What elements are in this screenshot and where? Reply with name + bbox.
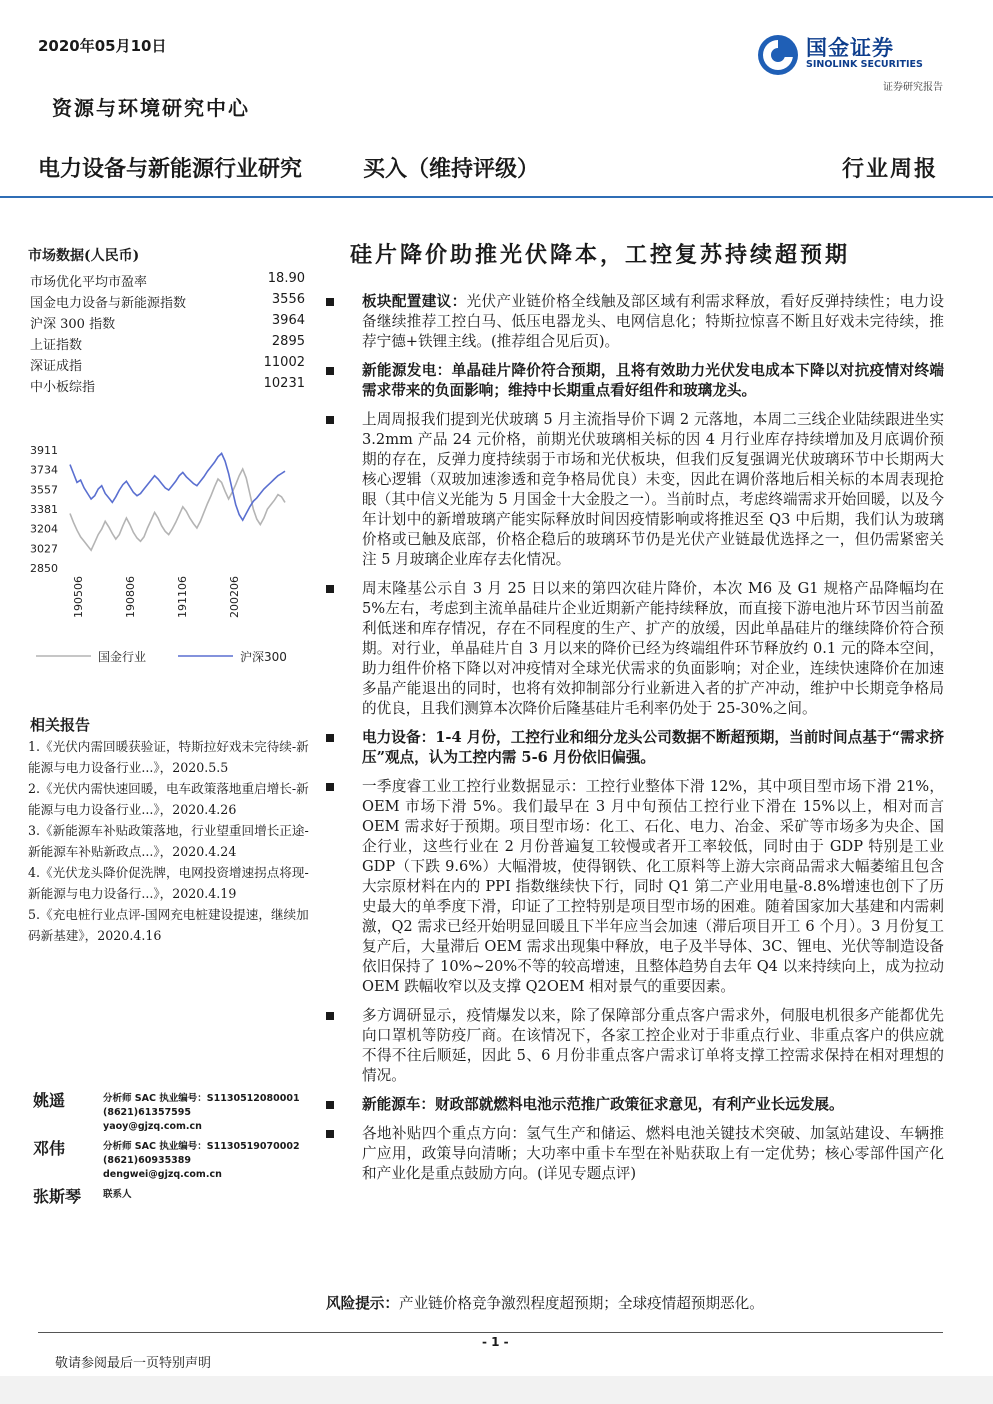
y-tick-label: 3557 xyxy=(30,483,58,497)
paragraph-text: 光伏产业链价格全线触及部区域有利需求释放，看好反弹持续性；电力设备继续推荐工控白马、低压电器龙头、电网信息化；特斯拉惊喜不断且好戏未完待续，推荐宁德+铁锂主线。(推荐组合见后页)。 xyxy=(362,293,944,350)
market-data-title: 市场数据(人民币) xyxy=(28,248,140,264)
analyst-list xyxy=(33,1088,323,1232)
body-paragraph xyxy=(322,1006,944,1086)
market-row xyxy=(28,355,313,376)
analyst-email[interactable]: yaoy@gjzq.com.cn xyxy=(103,1121,202,1132)
market-row xyxy=(28,313,313,334)
analyst-entry xyxy=(33,1136,323,1184)
market-row xyxy=(28,376,313,397)
y-tick-label: 3027 xyxy=(30,542,58,556)
analyst-sac: 分析师 SAC 执业编号：S1130519070002 xyxy=(103,1141,300,1152)
paragraph-heading: 板块配置建议： xyxy=(362,293,467,310)
related-report-link[interactable]: 4.《光伏龙头降价促洗牌，电网投资增速拐点将现-新能源与电力设备行...》，2020.4.19 xyxy=(28,865,309,901)
analyst-role: 联系人 xyxy=(103,1189,132,1200)
main-body xyxy=(322,292,944,1193)
y-tick-label: 2850 xyxy=(30,562,58,575)
market-label: 深证成指 xyxy=(30,359,83,374)
related-report-link[interactable]: 1.《光伏内需回暖获验证，特斯拉好戏未完待续-新能源与电力设备行业...》，2020.5.5 xyxy=(28,739,309,775)
legend-label: 沪深300 xyxy=(240,650,287,664)
analyst-name: 姚遥 xyxy=(33,1091,66,1110)
title-divider xyxy=(0,196,993,198)
body-paragraph xyxy=(322,1095,944,1115)
analyst-phone: (8621)60935389 xyxy=(103,1155,192,1166)
report-date: 2020年05月10日 xyxy=(38,37,167,55)
related-reports-title: 相关报告 xyxy=(30,716,91,734)
research-center: 资源与环境研究中心 xyxy=(52,96,250,120)
analyst-name: 张斯琴 xyxy=(33,1187,82,1206)
bullet-icon xyxy=(326,367,334,375)
y-tick-label: 3381 xyxy=(30,503,58,516)
paragraph-text: 上周周报我们提到光伏玻璃 5 月主流指导价下调 2 元落地，本周二三线企业陆续跟进坐实 3.2mm 产品 24 元价格，前期光伏玻璃相关标的因 4 月行业库存持续增加及月底调价预期的存在，反弹力度持续弱于市场和光伏板块，但我们反复强调光伏玻璃环节中长期两大核心逻辑（双玻加速渗透和竞争格局优良）未变，因此在调价落地后相关标的本周表现抢眼（其中信义光能为 5 月国金十大金股之一）。当前时点，考虑终端需求开始回暖，以及今年计划中的新增玻璃产能实际释放时间因疫情影响或将推迟至 Q3 中后期，我们认为玻璃价格或已触及底部，价格企稳后的玻璃环节仍是光伏产业链最优选择之一，但仍需紧密关注 5 月玻璃企业库存去化情况。 xyxy=(362,411,944,568)
market-value: 18.90 xyxy=(267,271,305,286)
analyst-entry xyxy=(33,1088,323,1136)
analyst-entry xyxy=(33,1184,323,1232)
market-label: 中小板综指 xyxy=(30,380,96,395)
market-label: 市场优化平均市盈率 xyxy=(30,275,148,290)
risk-warning xyxy=(326,1292,764,1313)
market-value: 2895 xyxy=(271,334,305,349)
analyst-info xyxy=(103,1140,300,1182)
logo-en: SINOLINK SECURITIES xyxy=(806,59,923,70)
bullet-icon xyxy=(326,783,334,791)
body-paragraph xyxy=(322,1124,944,1184)
company-logo xyxy=(756,32,946,78)
analyst-sac: 分析师 SAC 执业编号：S1130512080001 xyxy=(103,1093,300,1104)
body-paragraph xyxy=(322,292,944,352)
paragraph-text: 周末隆基公示自 3 月 25 日以来的第四次硅片降价，本次 M6 及 G1 规格产品降幅均在 5%左右，考虑到主流单晶硅片企业近期新产能持续释放，而直接下游电池片环节因当前盈利低迷和库存情况，存在不同程度的生产、扩产的放缓，因此单晶硅片的继续降价符合预期。对行业，单晶硅片自 3 月以来的降价已经为终端组件环节释放约 0.1 元的降本空间，助力组件价格下降以对冲疫情对全球光伏需求的负面影响；对企业，连续快速降价在加速多晶产能退出的同时，也将有效抑制部分行业新进入者的扩产冲动，维护中长期竞争格局的优良，且我们测算本次降价后隆基硅片毛利率仍处于 25-30%之间。 xyxy=(362,580,944,717)
market-value: 3556 xyxy=(271,292,305,307)
market-data-panel xyxy=(28,245,313,397)
report-type: 行业周报 xyxy=(841,156,938,182)
bottom-band xyxy=(0,1376,993,1404)
body-paragraph xyxy=(322,728,944,768)
analyst-phone: (8621)61357595 xyxy=(103,1107,192,1118)
bullet-icon xyxy=(326,416,334,424)
body-paragraph xyxy=(322,777,944,997)
market-value: 10231 xyxy=(263,376,305,391)
risk-text: 产业链价格竞争激烈程度超预期；全球疫情超预期恶化。 xyxy=(398,1295,764,1312)
footer-divider xyxy=(38,1332,943,1333)
report-type-small: 证券研究报告 xyxy=(883,82,943,93)
title-row xyxy=(38,152,948,188)
paragraph-heading: 新能源发电：单晶硅片降价符合预期，且将有效助力光伏发电成本下降以对抗疫情对终端需求带来的负面影响；维持中长期重点看好组件和玻璃龙头。 xyxy=(362,362,944,399)
bullet-icon xyxy=(326,1101,334,1109)
x-tick-label: 200206 xyxy=(228,576,241,618)
y-tick-label: 3734 xyxy=(30,463,58,477)
analyst-email[interactable]: dengwei@gjzq.com.cn xyxy=(103,1169,222,1180)
main-headline: 硅片降价助推光伏降本，工控复苏持续超预期 xyxy=(350,242,851,268)
paragraph-text: 多方调研显示，疫情爆发以来，除了保障部分重点客户需求外，伺服电机很多产能都优先向口罩机等防疫厂商。在该情况下，各家工控企业对于非重点行业、非重点客户的供应就不得不往后顺延，因此 5、6 月份非重点客户需求订单将支撑工控需求保持在相对理想的情况。 xyxy=(362,1007,944,1084)
body-paragraph xyxy=(322,410,944,570)
paragraph-heading: 新能源车：财政部就燃料电池示范推广政策征求意见，有利产业长远发展。 xyxy=(362,1096,844,1113)
bullet-icon xyxy=(326,1130,334,1138)
bullet-icon xyxy=(326,298,334,306)
market-row xyxy=(28,334,313,355)
market-label: 上证指数 xyxy=(30,338,83,353)
paragraph-text: 各地补贴四个重点方向：氢气生产和储运、燃料电池关键技术突破、加氢站建设、车辆推广应用，政策导向清晰；大功率中重卡车型在补贴获取上有一定优势；核心零部件国产化和产业化是重点鼓励方向。(详见专题点评) xyxy=(362,1125,944,1182)
related-report-link[interactable]: 2.《光伏内需快速回暖，电车政策落地重启增长-新能源与电力设备行业...》，2020.4.26 xyxy=(28,781,309,817)
analyst-info xyxy=(103,1188,132,1202)
series-line xyxy=(70,469,285,550)
report-title: 电力设备与新能源行业研究 xyxy=(38,157,303,182)
legend-label: 国金行业 xyxy=(98,650,147,664)
market-label: 沪深 300 指数 xyxy=(30,317,116,332)
market-row xyxy=(28,292,313,313)
x-tick-label: 190806 xyxy=(124,576,137,618)
page-number: - 1 - xyxy=(482,1335,509,1349)
analyst-name: 邓伟 xyxy=(33,1139,66,1158)
index-chart-svg xyxy=(28,438,298,673)
related-report-link[interactable]: 3.《新能源车补贴政策落地，行业望重回增长正途-新能源车补贴新政点...》，2020.4.24 xyxy=(28,823,309,859)
bullet-icon xyxy=(326,1012,334,1020)
index-chart xyxy=(28,438,298,673)
paragraph-heading: 电力设备：1-4 月份，工控行业和细分龙头公司数据不断超预期，当前时间点基于“需求挤压”观点，认为工控内需 5-6 月份依旧偏强。 xyxy=(362,729,944,766)
bullet-icon xyxy=(326,734,334,742)
risk-label: 风险提示： xyxy=(326,1295,399,1312)
logo-cn: 国金证券 xyxy=(806,36,894,60)
rating: 买入（维持评级） xyxy=(363,157,540,182)
market-value: 11002 xyxy=(263,355,305,370)
market-label: 国金电力设备与新能源指数 xyxy=(30,296,187,311)
paragraph-text: 一季度睿工业工控行业数据显示：工控行业整体下滑 12%，其中项目型市场下滑 21%，OEM 市场下滑 5%。我们最早在 3 月中旬预估工控行业下滑在 15%以上，相对而言 OEM 需求好于预期。项目型市场：化工、石化、电力、冶金、采矿等市场多为央企、国企行业，这些行业在 2 月份普遍复工较慢或者开工率较低，同时由于 GDP 特别是工业 GDP（下跌 9.6%）大幅滑坡，使得钢铁、化工原料等上游大宗商品需求大幅萎缩且包含大宗原材料在内的 PPI 指数继续快下行，同时 Q1 第二产业用电量-8.8%增速也创下了历史最大的单季度下滑，印证了工控特别是项目型市场的困难。随着国家加大基建和内需刺激，Q2 需求已经开始明显回暖且下半年应当会加速（滞后项目开工 6 个月）。3 月份复工复产后，大量滞后 OEM 需求出现集中释放，电子及半导体、3C、锂电、光伏等制造设备依旧保持了 10%~20%不等的较高增速，且整体趋势自去年 Q4 以来持续向上，成为拉动 OEM 跌幅收窄以及支撑 Q2OEM 相对景气的重要因素。 xyxy=(362,778,944,995)
market-value: 3964 xyxy=(271,313,305,328)
related-report-link[interactable]: 5.《充电桩行业点评-国网充电桩建设提速，继续加码新基建》，2020.4.16 xyxy=(28,907,309,943)
y-tick-label: 3204 xyxy=(30,522,58,536)
body-paragraph xyxy=(322,579,944,719)
logo-icon xyxy=(756,32,802,78)
disclaimer-note: 敬请参阅最后一页特别声明 xyxy=(55,1356,212,1371)
series-line xyxy=(70,453,285,520)
related-reports-list xyxy=(28,736,320,946)
x-tick-label: 190506 xyxy=(72,576,85,618)
market-row xyxy=(28,271,313,292)
y-tick-label: 3911 xyxy=(30,444,58,457)
body-paragraph xyxy=(322,361,944,401)
bullet-icon xyxy=(326,585,334,593)
analyst-info xyxy=(103,1092,300,1134)
x-tick-label: 191106 xyxy=(176,576,189,618)
